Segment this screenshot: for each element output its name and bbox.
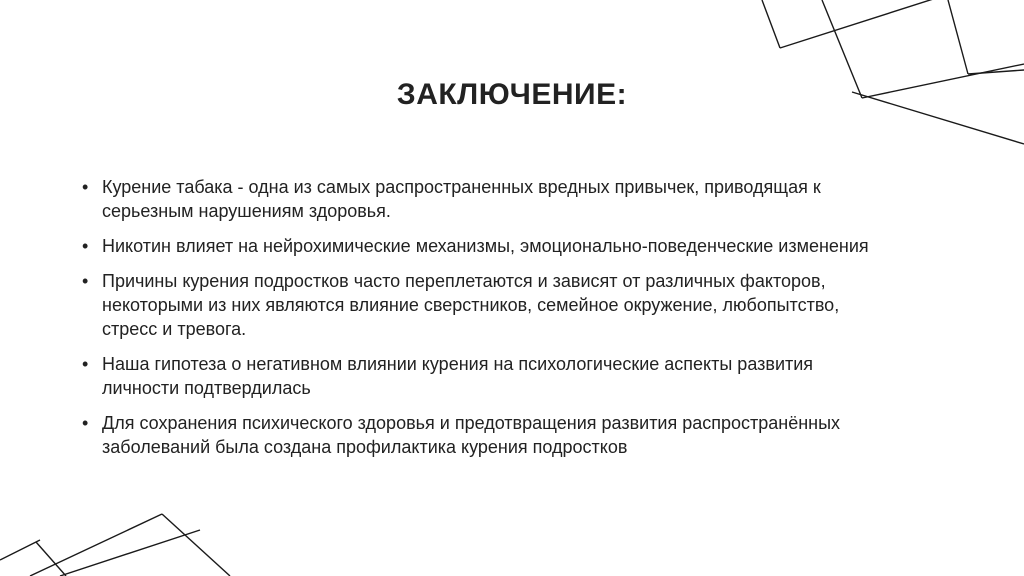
decor-line [780,0,1024,48]
list-item-text: Курение табака - одна из самых распространенных вредных привычек, приводящая к серьезным нарушениям здоровья. [102,177,821,221]
decor-line [0,540,40,560]
bullet-marker: • [82,413,89,433]
list-item [80,269,880,341]
slide-title: ЗАКЛЮЧЕНИЕ: [396,78,628,111]
bullet-marker: • [82,271,89,291]
list-item-text: Никотин влияет на нейрохимические механизмы, эмоционально-поведенческие изменения [102,236,869,256]
decor-line [162,514,230,576]
bullet-marker: • [82,354,89,374]
bullet-marker: • [82,177,89,197]
bullet-marker: • [82,236,89,256]
list-item-text: Для сохранения психического здоровья и предотвращения развития распространённых заболеваний была создана профилактика курения подростков [102,413,841,457]
list-item [80,411,880,459]
list-item-text: Наша гипотеза о негативном влиянии курения на психологические аспекты развития личности подтвердилась [102,354,814,398]
decor-line [762,0,780,48]
list-item [80,175,880,223]
decor-line [60,530,200,576]
decor-line [948,0,968,74]
decor-line [36,542,66,576]
list-item [80,234,880,258]
list-item [80,352,880,400]
decor-line [30,514,162,576]
list-item-text: Причины курения подростков часто переплетаются и зависят от различных факторов, некоторыми из них являются влияние сверстников, семейное окружение, любопытство, стресс и тревога. [102,271,840,339]
decor-line [968,70,1024,74]
bullet-list [80,175,880,470]
